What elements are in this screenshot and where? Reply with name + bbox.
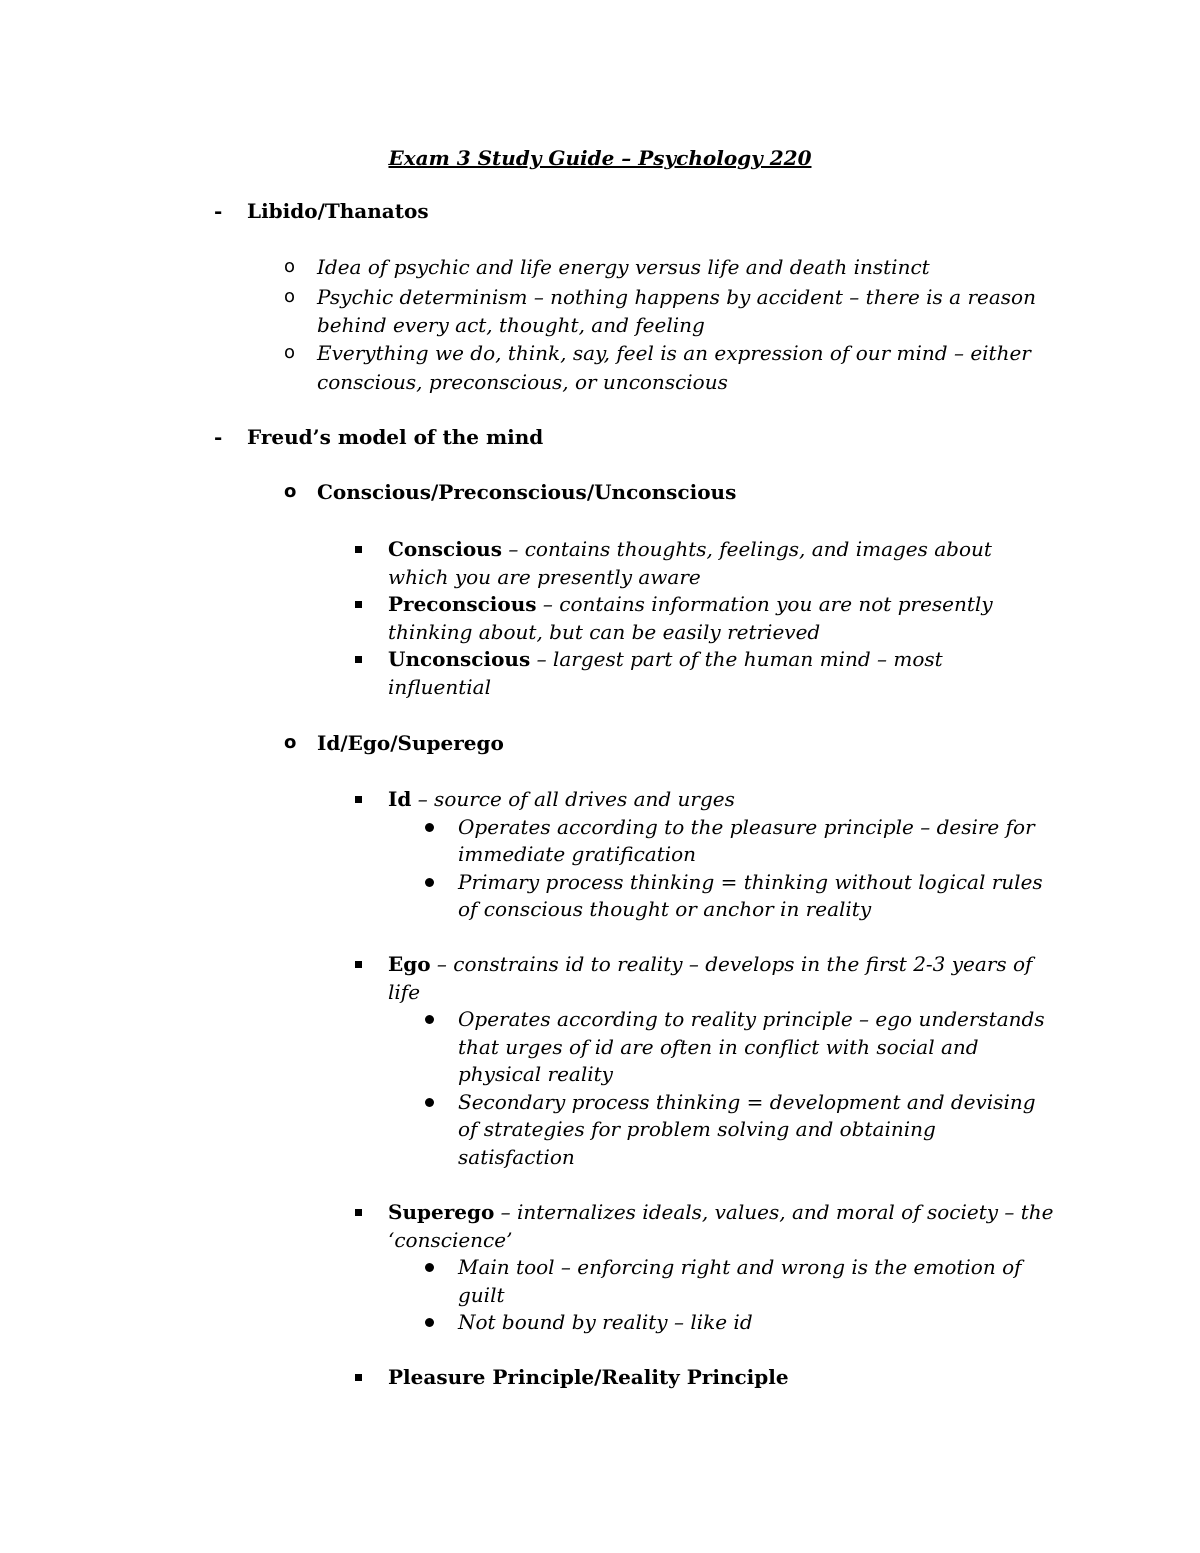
item-text: – largest part of the human mind – most — [530, 647, 943, 671]
dot-bullet — [425, 823, 434, 832]
dot-bullet — [425, 878, 434, 887]
item-text: conscious, preconscious, or unconscious — [317, 370, 728, 394]
item-term: Ego — [388, 952, 431, 976]
point-text: Operates according to the pleasure principle – desire for — [458, 815, 1035, 839]
square-bullet — [355, 546, 362, 553]
open-circle-bullet: o — [284, 342, 296, 363]
point-text: Not bound by reality – like id — [458, 1310, 753, 1334]
item-term: Preconscious — [388, 592, 537, 616]
item-term: Id — [388, 787, 412, 811]
open-circle-bullet: o — [284, 256, 296, 277]
item-text: life — [388, 980, 421, 1004]
item-text: – constrains id to reality – develops in the first 2-3 years of — [430, 952, 1033, 976]
point-text: that urges of id are often in conflict with social and — [458, 1035, 979, 1059]
square-bullet — [355, 961, 362, 968]
square-bullet — [355, 656, 362, 663]
dot-bullet — [425, 1318, 434, 1327]
point-text: satisfaction — [458, 1145, 575, 1169]
item-term: Superego — [388, 1200, 495, 1224]
item-term: Pleasure Principle/Reality Principle — [388, 1365, 789, 1389]
item-text: behind every act, thought, and feeling — [317, 313, 705, 337]
point-text: Main tool – enforcing right and wrong is the emotion of — [458, 1255, 1022, 1279]
document-title: Exam 3 Study Guide – Psychology 220 — [388, 146, 812, 170]
subsection-heading: Id/Ego/Superego — [317, 731, 504, 755]
item-text: – contains information you are not presently — [536, 592, 993, 616]
item-text: – internalizes ideals, values, and moral of society – the — [494, 1200, 1054, 1224]
square-bullet — [355, 1374, 362, 1381]
item-text: influential — [388, 675, 491, 699]
point-text: Primary process thinking = thinking without logical rules — [458, 870, 1043, 894]
dash-bullet: - — [214, 425, 223, 449]
item-text: which you are presently aware — [388, 565, 701, 589]
item-text: thinking about, but can be easily retrieved — [388, 620, 821, 644]
item-text: Psychic determinism – nothing happens by accident – there is a reason — [317, 285, 1036, 309]
square-bullet — [355, 796, 362, 803]
dash-bullet: - — [214, 199, 223, 223]
square-bullet — [355, 1209, 362, 1216]
item-text: ‘conscience’ — [388, 1228, 513, 1252]
item-text: – source of all drives and urges — [411, 787, 735, 811]
point-text: of strategies for problem solving and obtaining — [458, 1117, 936, 1141]
item-term: Conscious — [388, 537, 502, 561]
dot-bullet — [425, 1015, 434, 1024]
point-text: physical reality — [458, 1062, 613, 1086]
open-circle-bullet: o — [284, 286, 296, 307]
item-text: Idea of psychic and life energy versus life and death instinct — [317, 255, 930, 279]
item-term: Unconscious — [388, 647, 531, 671]
bold-circle-bullet: o — [284, 481, 297, 502]
section-heading: Libido/Thanatos — [247, 199, 429, 223]
section-heading: Freud’s model of the mind — [247, 425, 544, 449]
dot-bullet — [425, 1098, 434, 1107]
point-text: immediate gratification — [458, 842, 697, 866]
point-text: Operates according to reality principle – ego understands — [458, 1007, 1045, 1031]
subsection-heading: Conscious/Preconscious/Unconscious — [317, 480, 737, 504]
square-bullet — [355, 601, 362, 608]
bold-circle-bullet: o — [284, 732, 297, 753]
dot-bullet — [425, 1263, 434, 1272]
point-text: guilt — [458, 1283, 505, 1307]
item-text: Everything we do, think, say, feel is an expression of our mind – either — [317, 341, 1031, 365]
point-text: of conscious thought or anchor in reality — [458, 897, 872, 921]
point-text: Secondary process thinking = development and devising — [458, 1090, 1036, 1114]
item-text: – contains thoughts, feelings, and images about — [501, 537, 992, 561]
